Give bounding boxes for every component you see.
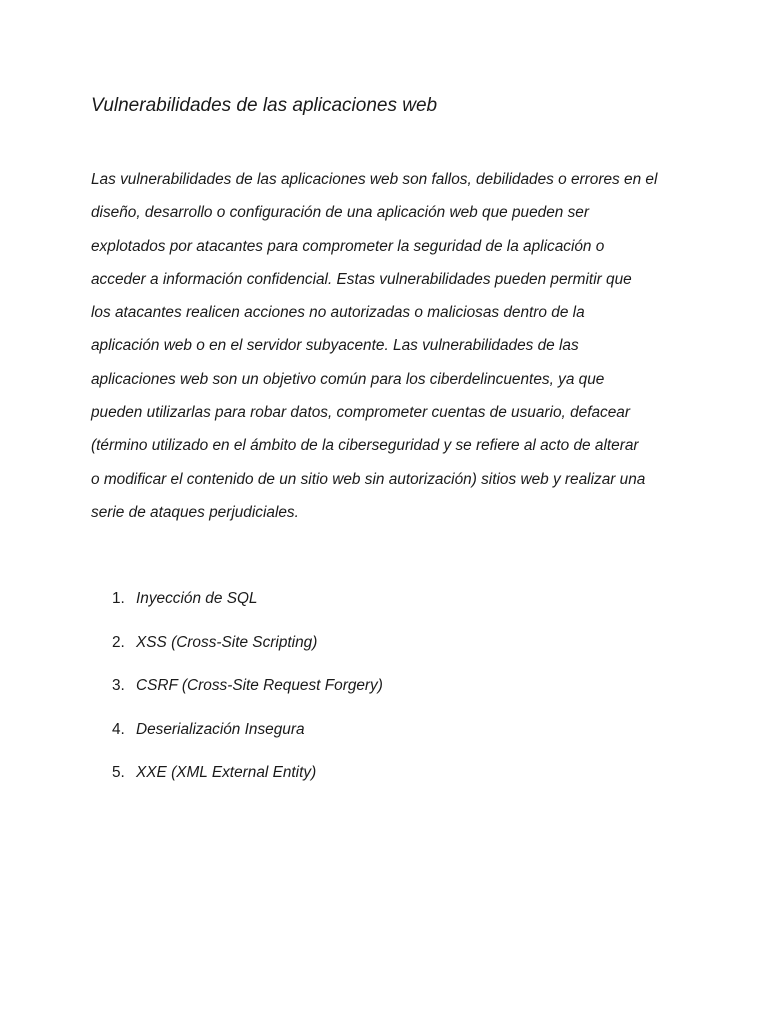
- paragraph-line: o modificar el contenido de un sitio web sin autorización) sitios web y realizar una: [91, 470, 646, 488]
- paragraph-line: (término utilizado en el ámbito de la ciberseguridad y se refiere al acto de alterar: [91, 437, 639, 455]
- list-item-text: Inyección de SQL: [136, 590, 258, 607]
- list-item-text: XSS (Cross-Site Scripting): [136, 633, 318, 651]
- list-item-number: 2.: [112, 633, 125, 651]
- paragraph-line: Las vulnerabilidades de las aplicaciones web son fallos, debilidades o errores en el: [91, 171, 658, 188]
- paragraph-line: pueden utilizarlas para robar datos, comprometer cuentas de usuario, defacear: [91, 404, 630, 422]
- paragraph-line: serie de ataques perjudiciales.: [91, 503, 299, 521]
- list-item-number: 5.: [112, 764, 125, 781]
- list-item-text: CSRF (Cross-Site Request Forgery): [136, 677, 383, 694]
- paragraph-line: explotados por atacantes para comprometer la seguridad de la aplicación o: [91, 237, 605, 255]
- list-item-text: Deserialización Insegura: [136, 720, 305, 738]
- list-item-text: XXE (XML External Entity): [136, 764, 317, 781]
- intro-paragraph: [91, 168, 681, 534]
- list-item-number: 3.: [112, 677, 125, 694]
- paragraph-line: los atacantes realicen acciones no autorizadas o maliciosas dentro de la: [91, 304, 585, 322]
- list-item-number: 4.: [112, 720, 125, 738]
- paragraph-line: acceder a información confidencial. Estas vulnerabilidades pueden permitir que: [91, 270, 632, 288]
- paragraph-line: diseño, desarrollo o configuración de una aplicación web que pueden ser: [91, 204, 589, 222]
- paragraph-line: aplicación web o en el servidor subyacente. Las vulnerabilidades de las: [91, 337, 579, 355]
- paragraph-line: aplicaciones web son un objetivo común para los ciberdelincuentes, ya que: [91, 370, 605, 388]
- list-item-number: 1.: [112, 590, 125, 607]
- document-title: Vulnerabilidades de las aplicaciones web: [91, 95, 438, 116]
